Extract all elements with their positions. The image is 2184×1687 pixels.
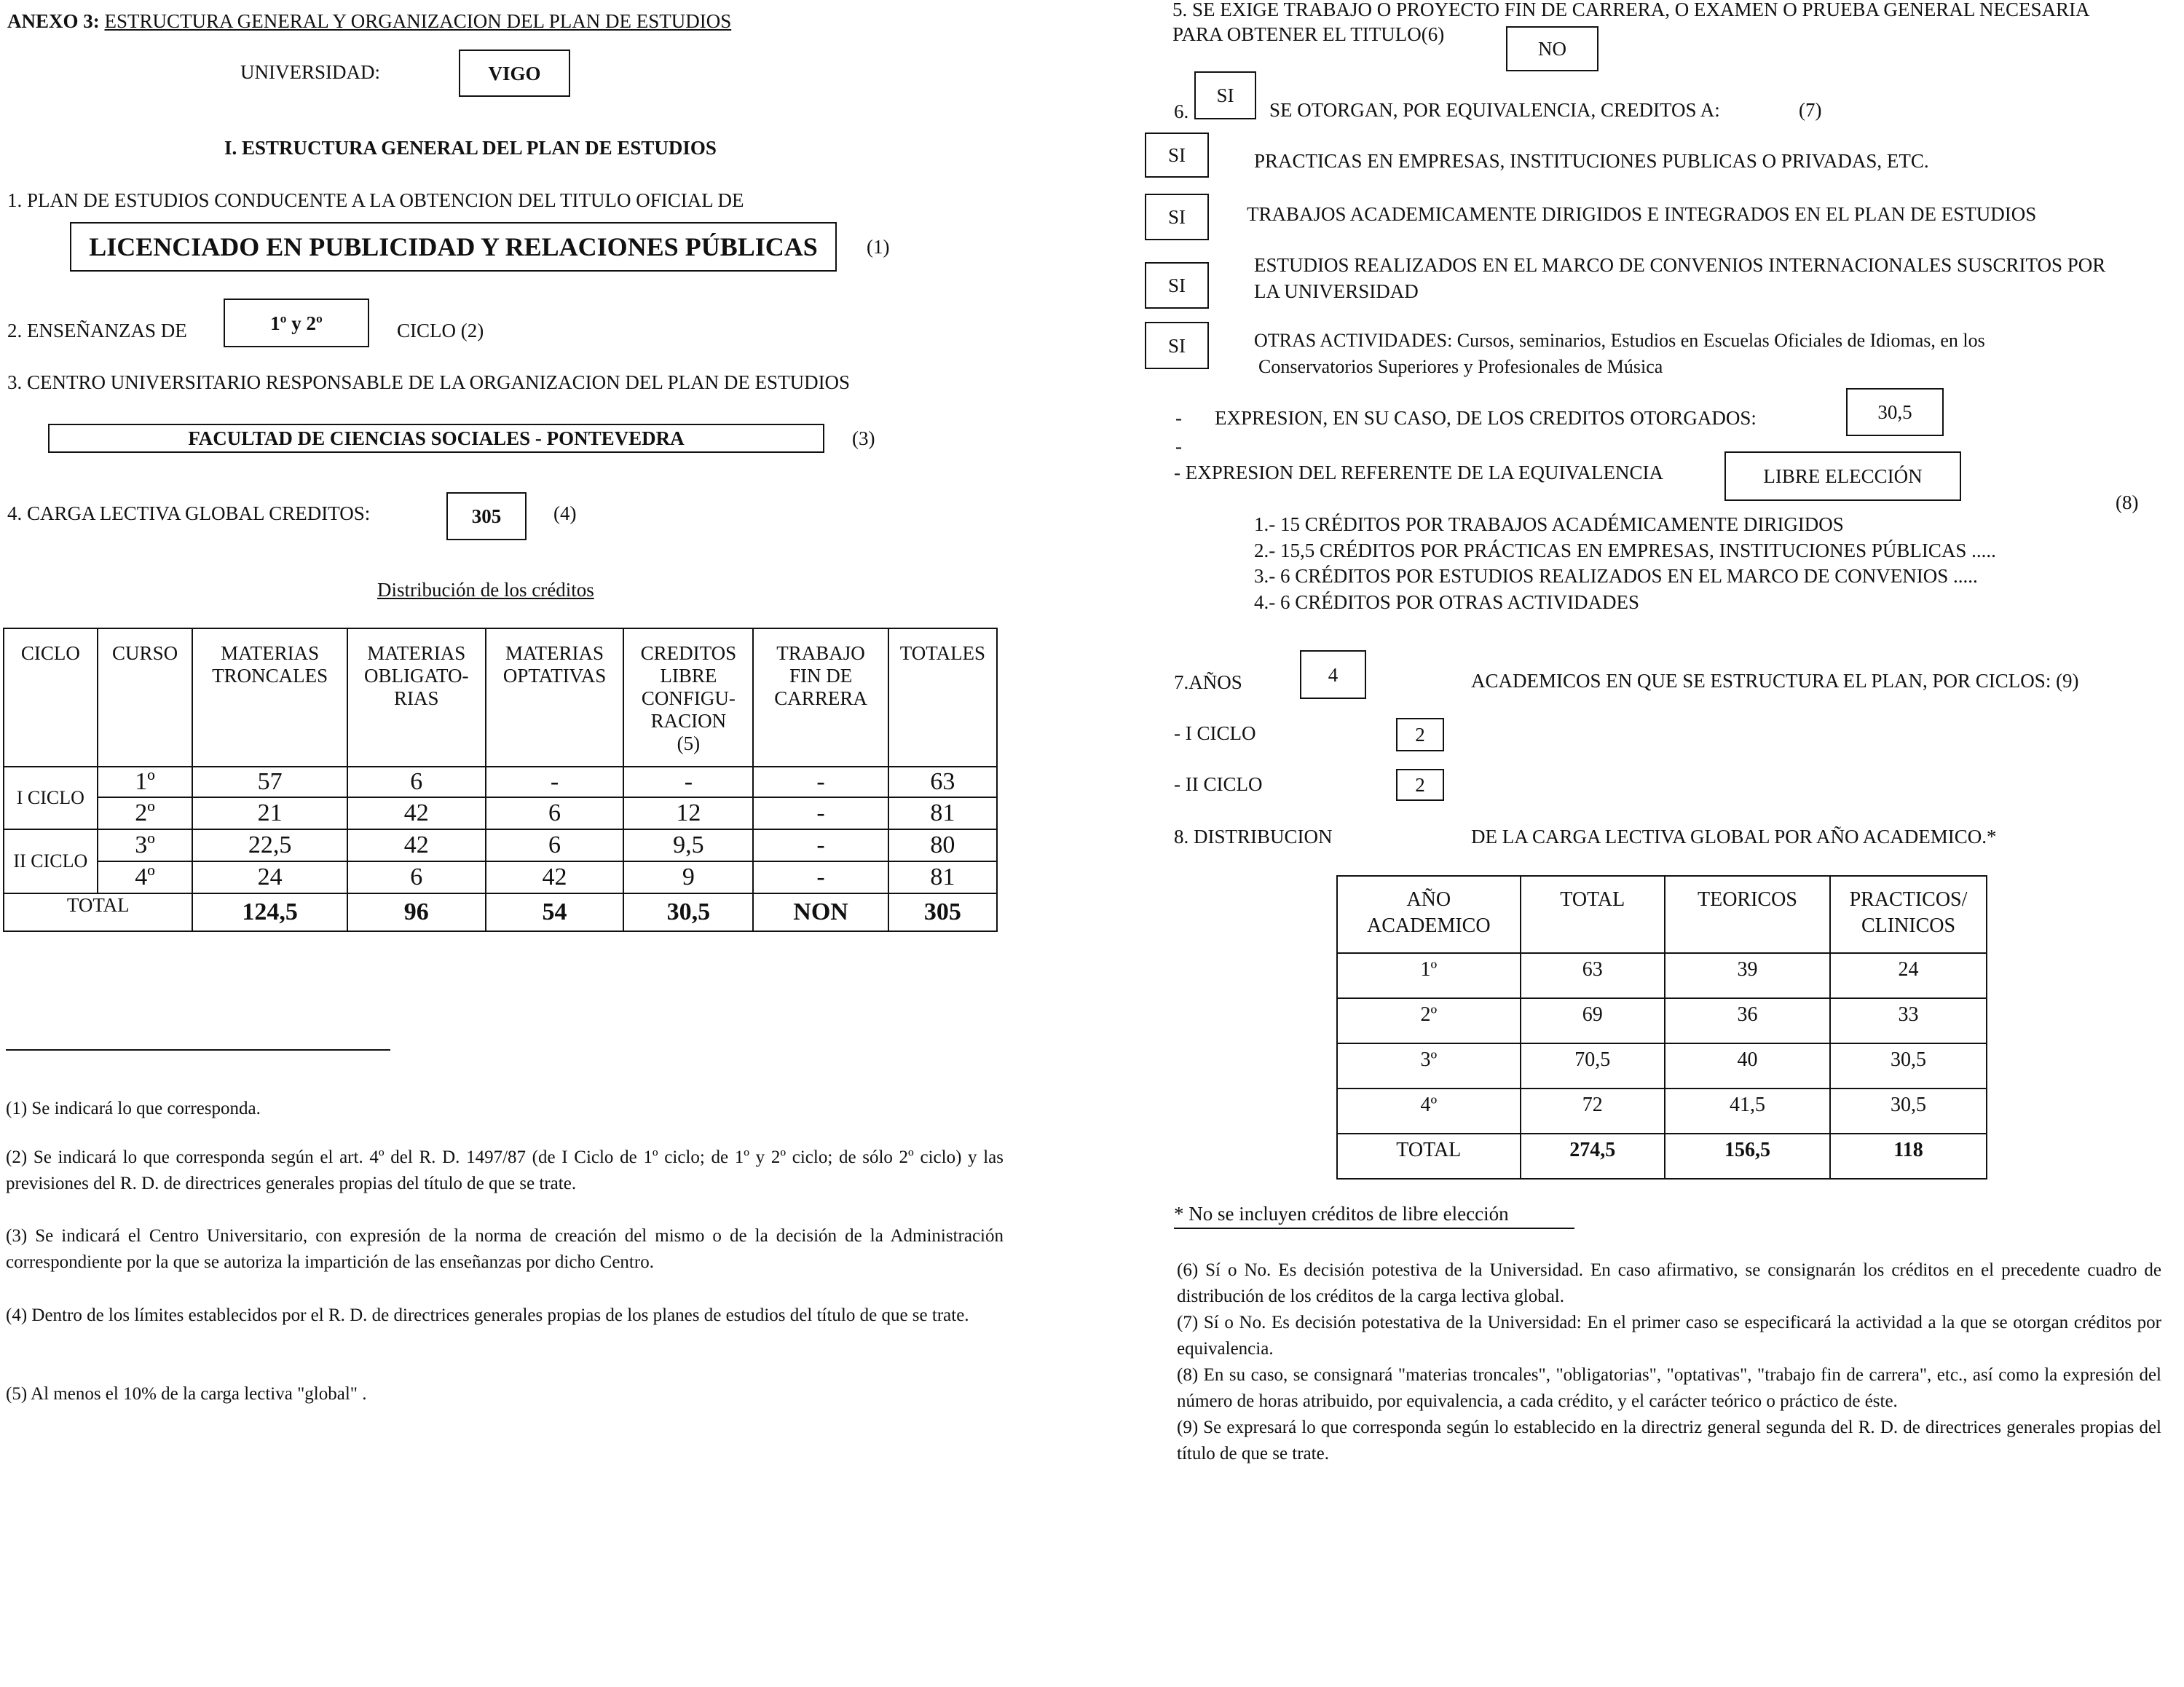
item7-value: 4 — [1328, 663, 1339, 686]
total-cell: 305 — [888, 893, 997, 931]
item3-text: 3. CENTRO UNIVERSITARIO RESPONSABLE DE LA ORGANIZACION DEL PLAN DE ESTUDIOS — [7, 371, 851, 393]
table-cell: 1º — [1337, 953, 1521, 998]
table-cell: 41,5 — [1665, 1089, 1830, 1134]
table-cell: 42 — [347, 829, 486, 861]
item2-label: 2. ENSEÑANZAS DE — [7, 320, 187, 341]
item5-line1: 5. SE EXIGE TRABAJO O PROYECTO FIN DE CARRERA, O EXAMEN O PRUEBA GENERAL NECESARIA — [1172, 0, 2090, 20]
credits-expr-dash-2: - — [1175, 435, 1182, 457]
equivalence-value-2: SI — [1167, 206, 1186, 228]
table-cell: 22,5 — [192, 829, 347, 861]
footnote-7: (7) Sí o No. Es decisión potestativa de la Universidad: En el primer caso se especificará la actividad a la que se otorgan créditos por equivalencia. — [1177, 1313, 2161, 1359]
table-cell: 1º — [98, 767, 193, 797]
ciclo-cell: II CICLO — [4, 829, 98, 893]
item6-note: (7) — [1799, 99, 1822, 121]
footnote-1: (1) Se indicará lo que corresponda. — [6, 1099, 261, 1118]
equivalence-box-3 — [1145, 262, 1209, 309]
item4-value-box — [446, 492, 527, 540]
table-cell: 2º — [1337, 998, 1521, 1043]
equivalence-value-1: SI — [1167, 144, 1186, 166]
item7-label: 7.AÑOS — [1174, 671, 1242, 693]
header-cell: AÑO ACADEMICO — [1337, 876, 1521, 953]
referent-note: (8) — [2116, 491, 2139, 513]
header-cell: CURSO — [98, 628, 193, 767]
total-cell: NON — [753, 893, 888, 931]
center-value-box — [48, 424, 824, 453]
table-cell: - — [623, 767, 753, 797]
table-row — [1337, 998, 1987, 1043]
table-header-row — [4, 628, 997, 767]
header-cell: TOTALES — [888, 628, 997, 767]
table-cell: 30,5 — [1830, 1043, 1987, 1089]
total-cell: 124,5 — [192, 893, 347, 931]
header-cell: MATERIAS OPTATIVAS — [486, 628, 624, 767]
footnote-separator — [6, 1049, 390, 1051]
total-cell: 30,5 — [623, 893, 753, 931]
table-cell: 70,5 — [1521, 1043, 1665, 1089]
section-title: I. ESTRUCTURA GENERAL DEL PLAN DE ESTUDIOS — [224, 137, 717, 159]
table-cell: 42 — [486, 861, 624, 893]
table-cell: 63 — [888, 767, 997, 797]
item5-value-box — [1506, 26, 1598, 71]
degree-title-box — [70, 222, 837, 272]
annex-label: ANEXO 3: — [7, 10, 100, 32]
item6-label: 6. — [1174, 100, 1189, 122]
header-cell: TRABAJO FIN DE CARRERA — [753, 628, 888, 767]
table-cell: 42 — [347, 797, 486, 829]
degree-note: (1) — [867, 236, 890, 258]
footnote-9: (9) Se expresará lo que corresponda según lo establecido en la directriz general segunda del R. D. de directrices generales propias del título de que se trate. — [1177, 1418, 2161, 1463]
ciclo1-value-box — [1396, 718, 1444, 751]
item2-value: 1º y 2º — [270, 312, 323, 334]
item6-value-box — [1194, 71, 1256, 119]
total-cell: 96 — [347, 893, 486, 931]
table-cell: 36 — [1665, 998, 1830, 1043]
equivalence-text-4b: Conservatorios Superiores y Profesionales de Música — [1258, 356, 1663, 377]
university-label: UNIVERSIDAD: — [240, 61, 380, 83]
table-cell: 2º — [98, 797, 193, 829]
table-cell: 69 — [1521, 998, 1665, 1043]
table-cell: 12 — [623, 797, 753, 829]
table-cell: 80 — [888, 829, 997, 861]
item1-text: 1. PLAN DE ESTUDIOS CONDUCENTE A LA OBTENCION DEL TITULO OFICIAL DE — [7, 189, 744, 211]
table-cell: 6 — [486, 829, 624, 861]
table-cell: 39 — [1665, 953, 1830, 998]
footnote-2: (2) Se indicará lo que corresponda según el art. 4º del R. D. 1497/87 (de I Ciclo de 1º ciclo; de 1º y 2º ciclo; de sólo 2º ciclo) y las previsiones del R. D. de directrices generales propias del título de que se trate. — [6, 1147, 1004, 1193]
table-row — [4, 861, 997, 893]
table-cell: 81 — [888, 797, 997, 829]
university-value-box — [459, 50, 570, 97]
header-cell: MATERIAS TRONCALES — [192, 628, 347, 767]
table-row — [4, 767, 997, 797]
equivalence-text-3: ESTUDIOS REALIZADOS EN EL MARCO DE CONVENIOS INTERNACIONALES SUSCRITOS POR — [1254, 254, 2106, 276]
total-cell: 118 — [1830, 1134, 1987, 1179]
total-cell: 274,5 — [1521, 1134, 1665, 1179]
table-cell: 6 — [347, 861, 486, 893]
table-row — [4, 829, 997, 861]
equivalence-box-4 — [1145, 322, 1209, 369]
equivalence-text-3b: LA UNIVERSIDAD — [1254, 280, 1419, 302]
item8-text: DE LA CARGA LECTIVA GLOBAL POR AÑO ACADEMICO.* — [1471, 826, 1997, 848]
total-label: TOTAL — [4, 893, 192, 931]
ciclo2-value: 2 — [1415, 774, 1425, 796]
table-cell: - — [753, 797, 888, 829]
table-row — [1337, 1089, 1987, 1134]
referent-label: - EXPRESION DEL REFERENTE DE LA EQUIVALENCIA — [1174, 462, 1663, 483]
credits-expr-value: 30,5 — [1877, 401, 1912, 423]
asterisk-note: * No se incluyen créditos de libre elección — [1174, 1203, 1509, 1225]
annex-heading — [7, 9, 731, 33]
table-cell: 72 — [1521, 1089, 1665, 1134]
table-cell: 6 — [347, 767, 486, 797]
ciclo1-label: - I CICLO — [1174, 722, 1256, 744]
equivalence-box-2 — [1145, 194, 1209, 240]
equivalence-text-2: TRABAJOS ACADEMICAMENTE DIRIGIDOS E INTEGRADOS EN EL PLAN DE ESTUDIOS — [1247, 203, 2037, 225]
ciclo-cell: I CICLO — [4, 767, 98, 829]
item4-note: (4) — [553, 502, 577, 524]
table-total-row — [4, 893, 997, 931]
table-cell: 40 — [1665, 1043, 1830, 1089]
ciclo2-label: - II CICLO — [1174, 773, 1263, 795]
header-cell: MATERIAS OBLIGATO- RIAS — [347, 628, 486, 767]
table-cell: - — [753, 861, 888, 893]
table-cell: 6 — [486, 797, 624, 829]
table-row — [1337, 1043, 1987, 1089]
table-cell: 24 — [192, 861, 347, 893]
ciclo1-value: 2 — [1415, 724, 1425, 746]
referent-value: LIBRE ELECCIÓN — [1763, 465, 1923, 487]
table-cell: 3º — [1337, 1043, 1521, 1089]
asterisk-note-underline — [1174, 1228, 1574, 1229]
item8-label: 8. DISTRIBUCION — [1174, 826, 1333, 848]
table-cell: 57 — [192, 767, 347, 797]
header-cell: CICLO — [4, 628, 98, 767]
referent-item-3: 3.- 6 CRÉDITOS POR ESTUDIOS REALIZADOS EN EL MARCO DE CONVENIOS ..... — [1254, 565, 1978, 587]
referent-value-box — [1724, 451, 1961, 501]
table-header-row — [1337, 876, 1987, 953]
item4-value: 305 — [471, 505, 502, 527]
item2-value-box — [224, 299, 369, 347]
footnote-5: (5) Al menos el 10% de la carga lectiva "global" . — [6, 1384, 367, 1404]
credits-distribution-table — [3, 628, 998, 932]
item5-value: NO — [1538, 38, 1566, 60]
credits-expr-value-box — [1846, 388, 1944, 436]
ciclo2-value-box — [1396, 769, 1444, 801]
item7-text: ACADEMICOS EN QUE SE ESTRUCTURA EL PLAN, POR CICLOS: (9) — [1471, 670, 2079, 692]
table-cell: 21 — [192, 797, 347, 829]
credits-expr-dash: - — [1175, 407, 1182, 429]
equivalence-box-1 — [1145, 133, 1209, 178]
table-cell: 63 — [1521, 953, 1665, 998]
footnote-4: (4) Dentro de los límites establecidos por el R. D. de directrices generales propias de los planes de estudios del título de que se trate. — [6, 1305, 969, 1325]
table-row — [4, 797, 997, 829]
table-cell: 3º — [98, 829, 193, 861]
distribution-title: Distribución de los créditos — [377, 579, 594, 601]
equivalence-text-4: OTRAS ACTIVIDADES: Cursos, seminarios, Estudios en Escuelas Oficiales de Idiomas, en los — [1254, 330, 1985, 351]
table-cell: 4º — [98, 861, 193, 893]
center-value: FACULTAD DE CIENCIAS SOCIALES - PONTEVEDRA — [188, 427, 685, 449]
table-cell: - — [753, 829, 888, 861]
table-row — [1337, 953, 1987, 998]
table-cell: 9 — [623, 861, 753, 893]
equivalence-text-1: PRACTICAS EN EMPRESAS, INSTITUCIONES PUBLICAS O PRIVADAS, ETC. — [1254, 150, 1929, 172]
annual-load-table — [1336, 875, 1987, 1180]
center-note: (3) — [852, 427, 875, 449]
item2-suffix: CICLO (2) — [397, 320, 484, 341]
referent-item-4: 4.- 6 CRÉDITOS POR OTRAS ACTIVIDADES — [1254, 591, 1640, 613]
table-cell: - — [753, 767, 888, 797]
table-cell: 30,5 — [1830, 1089, 1987, 1134]
table-total-row — [1337, 1134, 1987, 1179]
header-cell: PRACTICOS/ CLINICOS — [1830, 876, 1987, 953]
footnote-8: (8) En su caso, se consignará "materias troncales", "obligatorias", "optativas", "trabajo fin de carrera", etc., así como la expresión del número de horas atribuido, por equivalencia, a cada crédito, y el carácter teórico o práctico de éste. — [1177, 1365, 2161, 1411]
degree-title: LICENCIADO EN PUBLICIDAD Y RELACIONES PÚBLICAS — [89, 232, 818, 261]
header-cell: CREDITOS LIBRE CONFIGU- RACION (5) — [623, 628, 753, 767]
item4-label: 4. CARGA LECTIVA GLOBAL CREDITOS: — [7, 502, 371, 524]
item7-value-box — [1300, 650, 1366, 699]
table-cell: 81 — [888, 861, 997, 893]
university-value: VIGO — [488, 62, 541, 84]
credits-expr-label: EXPRESION, EN SU CASO, DE LOS CREDITOS OTORGADOS: — [1215, 407, 1757, 429]
annex-title: ESTRUCTURA GENERAL Y ORGANIZACION DEL PLAN DE ESTUDIOS — [104, 10, 732, 32]
item6-value: SI — [1216, 84, 1234, 106]
equivalence-value-3: SI — [1167, 274, 1186, 296]
item5-line2: PARA OBTENER EL TITULO(6) — [1172, 23, 1445, 45]
table-cell: 24 — [1830, 953, 1987, 998]
total-cell: 54 — [486, 893, 624, 931]
header-cell: TEORICOS — [1665, 876, 1830, 953]
header-cell: TOTAL — [1521, 876, 1665, 953]
table-cell: - — [486, 767, 624, 797]
table-cell: 33 — [1830, 998, 1987, 1043]
referent-item-1: 1.- 15 CRÉDITOS POR TRABAJOS ACADÉMICAMENTE DIRIGIDOS — [1254, 513, 1844, 535]
total-cell: 156,5 — [1665, 1134, 1830, 1179]
table-cell: 4º — [1337, 1089, 1521, 1134]
footnote-6: (6) Sí o No. Es decisión potestiva de la Universidad. En caso afirmativo, se consignarán los créditos en el precedente cuadro de distribución de los créditos de la carga lectiva global. — [1177, 1260, 2161, 1306]
footnote-3: (3) Se indicará el Centro Universitario, con expresión de la norma de creación del mismo o de la decisión de la Administración correspondiente por la que se autoriza la impartición de las enseñanzas por dicho Centro. — [6, 1226, 1004, 1272]
total-label: TOTAL — [1337, 1134, 1521, 1179]
equivalence-value-4: SI — [1167, 334, 1186, 357]
item6-text: SE OTORGAN, POR EQUIVALENCIA, CREDITOS A: — [1269, 99, 1720, 121]
table-cell: 9,5 — [623, 829, 753, 861]
referent-item-2: 2.- 15,5 CRÉDITOS POR PRÁCTICAS EN EMPRESAS, INSTITUCIONES PÚBLICAS ..... — [1254, 540, 1996, 561]
